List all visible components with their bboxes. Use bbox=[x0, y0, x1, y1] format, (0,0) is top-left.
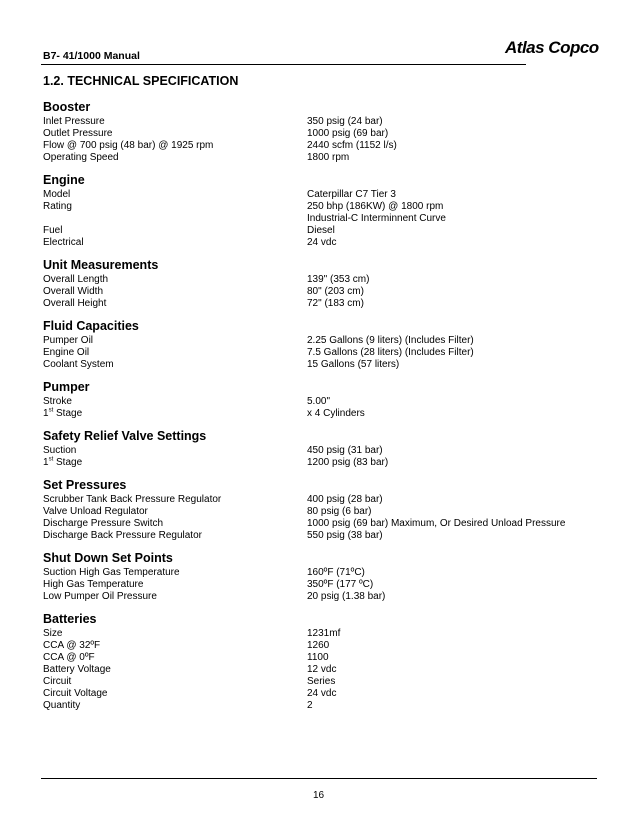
spec-label: Inlet Pressure bbox=[43, 116, 105, 127]
spec-label-text: Stage bbox=[53, 408, 83, 419]
spec-value: 72" (183 cm) bbox=[307, 298, 364, 309]
spec-value: 1000 psig (69 bar) bbox=[307, 128, 389, 139]
spec-label: Overall Width bbox=[43, 286, 104, 297]
spec-label: Low Pumper Oil Pressure bbox=[43, 591, 157, 602]
section-heading: Safety Relief Valve Settings bbox=[43, 429, 207, 443]
spec-row bbox=[43, 700, 603, 712]
spec-value: 400 psig (28 bar) bbox=[307, 494, 383, 505]
spec-value: 24 vdc bbox=[307, 688, 337, 699]
spec-label: Fuel bbox=[43, 225, 63, 236]
spec-value: Series bbox=[307, 676, 336, 687]
spec-label-text: 1 bbox=[43, 408, 49, 419]
spec-value: 24 vdc bbox=[307, 237, 337, 248]
spec-row bbox=[43, 152, 603, 164]
spec-row bbox=[43, 335, 603, 347]
spec-row bbox=[43, 530, 603, 542]
spec-label: Suction bbox=[43, 445, 77, 456]
spec-label: Suction High Gas Temperature bbox=[43, 567, 180, 578]
spec-value: 15 Gallons (57 liters) bbox=[307, 359, 400, 370]
spec-row bbox=[43, 201, 603, 225]
spec-label: Battery Voltage bbox=[43, 664, 111, 675]
spec-row bbox=[43, 652, 603, 664]
spec-label: Discharge Back Pressure Regulator bbox=[43, 530, 202, 541]
spec-row bbox=[43, 457, 603, 469]
spec-label: Pumper Oil bbox=[43, 335, 94, 346]
section-heading: Booster bbox=[43, 100, 91, 114]
spec-row bbox=[43, 494, 603, 506]
manual-title: B7- 41/1000 Manual bbox=[43, 50, 140, 62]
spec-label: CCA @ 0ºF bbox=[43, 652, 95, 663]
spec-value: 80" (203 cm) bbox=[307, 286, 364, 297]
spec-value: 2440 scfm (1152 l/s) bbox=[307, 140, 397, 151]
spec-section bbox=[43, 171, 603, 249]
spec-label bbox=[43, 408, 307, 420]
spec-label bbox=[43, 457, 307, 469]
spec-row bbox=[43, 628, 603, 640]
spec-value: 450 psig (31 bar) bbox=[307, 445, 383, 456]
spec-row bbox=[43, 359, 603, 371]
spec-value: Diesel bbox=[307, 225, 335, 236]
spec-value: 1800 rpm bbox=[307, 152, 350, 163]
spec-section bbox=[43, 378, 603, 420]
section-heading: Unit Measurements bbox=[43, 258, 159, 272]
spec-row bbox=[43, 408, 603, 420]
spec-value: 1000 psig (69 bar) Maximum, Or Desired Unload Pressure bbox=[307, 518, 566, 529]
spec-row bbox=[43, 286, 603, 298]
spec-row bbox=[43, 445, 603, 457]
spec-label: Overall Height bbox=[43, 298, 107, 309]
spec-row bbox=[43, 140, 603, 152]
spec-label-text: 1 bbox=[43, 457, 49, 468]
spec-label: Model bbox=[43, 189, 71, 200]
spec-value: 12 vdc bbox=[307, 664, 337, 675]
spec-value: 80 psig (6 bar) bbox=[307, 506, 372, 517]
spec-label: Circuit bbox=[43, 676, 72, 687]
section-heading: Shut Down Set Points bbox=[43, 551, 173, 565]
spec-label-text: Stage bbox=[53, 457, 83, 468]
spec-row bbox=[43, 396, 603, 408]
spec-value: 20 psig (1.38 bar) bbox=[307, 591, 386, 602]
spec-label: Outlet Pressure bbox=[43, 128, 113, 139]
spec-label: Discharge Pressure Switch bbox=[43, 518, 164, 529]
spec-label: Operating Speed bbox=[43, 152, 119, 163]
spec-value: 1100 bbox=[307, 652, 329, 663]
spec-label: Engine Oil bbox=[43, 347, 90, 358]
spec-value: 2.25 Gallons (9 liters) (Includes Filter) bbox=[307, 335, 474, 346]
spec-label: Coolant System bbox=[43, 359, 114, 370]
spec-value: 1200 psig (83 bar) bbox=[307, 457, 389, 468]
section-heading: Engine bbox=[43, 173, 85, 187]
spec-value: 1260 bbox=[307, 640, 330, 651]
spec-label: Size bbox=[43, 628, 63, 639]
spec-label: Rating bbox=[43, 201, 72, 212]
spec-row bbox=[43, 128, 603, 140]
spec-value: 250 bhp (186KW) @ 1800 rpm Industrial-C Interminnent Curve bbox=[307, 201, 446, 224]
spec-row bbox=[43, 298, 603, 310]
spec-row bbox=[43, 518, 603, 530]
section-heading: Pumper bbox=[43, 380, 90, 394]
page-number: 16 bbox=[313, 790, 325, 801]
spec-row bbox=[43, 506, 603, 518]
header-divider bbox=[41, 64, 526, 65]
spec-value: 1231mf bbox=[307, 628, 341, 639]
spec-row bbox=[43, 347, 603, 359]
spec-label: Flow @ 700 psig (48 bar) @ 1925 rpm bbox=[43, 140, 214, 151]
spec-sections bbox=[43, 98, 603, 712]
spec-row bbox=[43, 225, 603, 237]
spec-label: High Gas Temperature bbox=[43, 579, 144, 590]
spec-row bbox=[43, 579, 603, 591]
section-heading: Set Pressures bbox=[43, 478, 127, 492]
spec-section bbox=[43, 98, 603, 164]
brand-logo: Atlas Copco bbox=[505, 38, 599, 57]
spec-value: 160ºF (71ºC) bbox=[307, 567, 365, 578]
spec-value: 5.00" bbox=[307, 396, 331, 407]
spec-label: Stroke bbox=[43, 396, 72, 407]
spec-value: Caterpillar C7 Tier 3 bbox=[307, 189, 396, 200]
page-title: 1.2. TECHNICAL SPECIFICATION bbox=[43, 74, 239, 88]
spec-label: Scrubber Tank Back Pressure Regulator bbox=[43, 494, 222, 505]
spec-label: Circuit Voltage bbox=[43, 688, 108, 699]
spec-label: Valve Unload Regulator bbox=[43, 506, 148, 517]
spec-row bbox=[43, 688, 603, 700]
spec-section bbox=[43, 317, 603, 371]
section-heading: Fluid Capacities bbox=[43, 319, 139, 333]
spec-row bbox=[43, 640, 603, 652]
spec-label: Overall Length bbox=[43, 274, 109, 285]
spec-row bbox=[43, 664, 603, 676]
spec-row bbox=[43, 274, 603, 286]
spec-section bbox=[43, 610, 603, 712]
section-heading: Batteries bbox=[43, 612, 97, 626]
spec-section bbox=[43, 549, 603, 603]
spec-row bbox=[43, 116, 603, 128]
spec-label: CCA @ 32ºF bbox=[43, 640, 101, 651]
spec-value: 2 bbox=[307, 700, 313, 711]
spec-value: 7.5 Gallons (28 liters) (Includes Filter) bbox=[307, 347, 474, 358]
spec-value: 139" (353 cm) bbox=[307, 274, 370, 285]
spec-value: 350 psig (24 bar) bbox=[307, 116, 383, 127]
spec-row bbox=[43, 591, 603, 603]
spec-value: 350ºF (177 ºC) bbox=[307, 579, 374, 590]
spec-label: Quantity bbox=[43, 700, 81, 711]
spec-label: Electrical bbox=[43, 237, 84, 248]
spec-row bbox=[43, 567, 603, 579]
spec-row bbox=[43, 237, 603, 249]
footer-divider bbox=[41, 778, 597, 779]
spec-section bbox=[43, 256, 603, 310]
spec-row bbox=[43, 189, 603, 201]
ordinal-suffix: st bbox=[48, 407, 54, 414]
spec-section bbox=[43, 476, 603, 542]
spec-value: 550 psig (38 bar) bbox=[307, 530, 383, 541]
spec-row bbox=[43, 676, 603, 688]
spec-value: x 4 Cylinders bbox=[307, 408, 365, 419]
spec-section bbox=[43, 427, 603, 469]
ordinal-suffix: st bbox=[48, 456, 54, 463]
